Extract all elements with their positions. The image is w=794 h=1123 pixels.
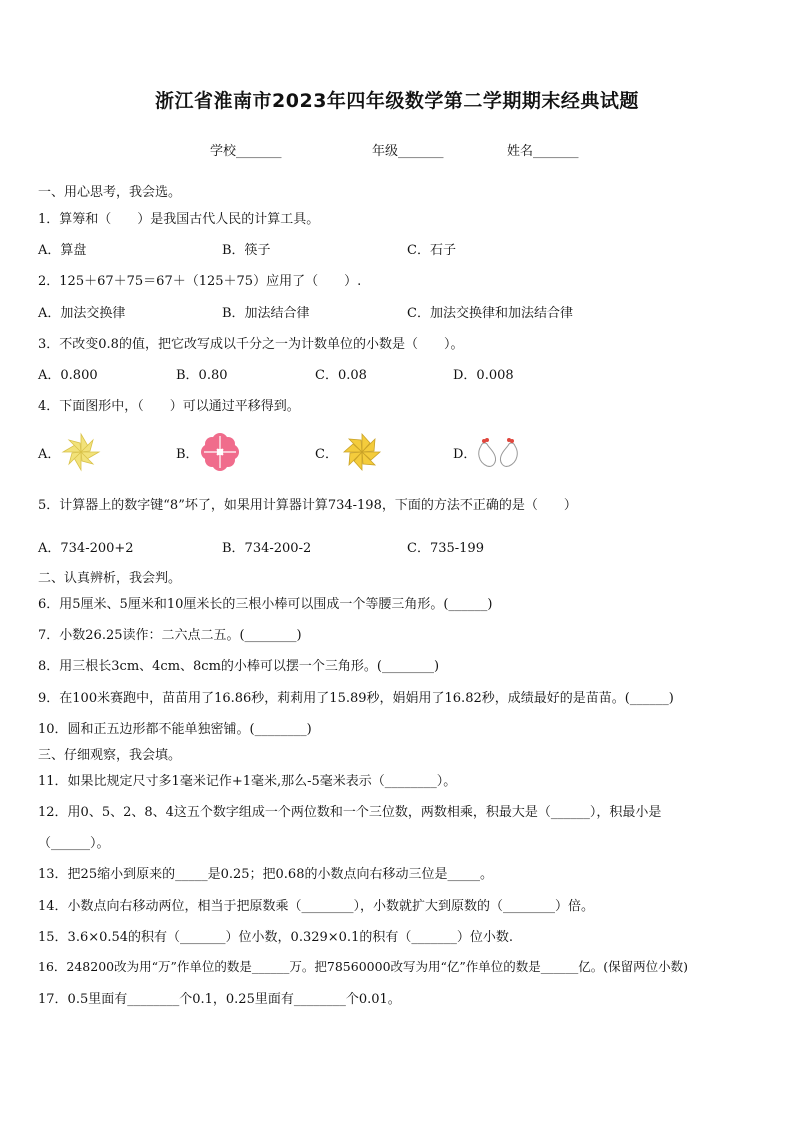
chickens-heart-icon bbox=[475, 432, 521, 472]
q4-option-b-label: B． bbox=[176, 447, 199, 462]
question-17: 17．0.5里面有________个0.1，0.25里面有________个0.01。 bbox=[38, 992, 401, 1007]
q3-option-d: D．0.008 bbox=[453, 368, 514, 383]
question-1: 1．算筹和（ ）是我国古代人民的计算工具。 bbox=[38, 212, 320, 227]
question-16: 16．248200改为用“万”作单位的数是______万。把78560000改写为用“亿”作单位的数是______亿。(保留两位小数) bbox=[38, 959, 689, 974]
question-3: 3．不改变0.8的值，把它改写成以千分之一为计数单位的小数是（ ）。 bbox=[38, 337, 464, 352]
q4-option-b bbox=[176, 432, 256, 472]
q2-option-b: B．加法结合律 bbox=[222, 306, 310, 321]
q1-option-a: A．算盘 bbox=[38, 243, 87, 258]
q4-option-c bbox=[315, 432, 395, 472]
grade-field: 年级_______ bbox=[372, 144, 444, 159]
q1-option-b: B．筷子 bbox=[222, 243, 271, 258]
q4-option-c-label: C． bbox=[315, 447, 338, 462]
school-field: 学校_______ bbox=[210, 144, 282, 159]
question-6: 6．用5厘米、5厘米和10厘米长的三根小棒可以围成一个等腰三角形。(______) bbox=[38, 597, 493, 612]
pinwheel-icon bbox=[60, 432, 102, 472]
question-9: 9．在100米赛跑中，苗苗用了16.86秒，莉莉用了15.89秒，娟娟用了16.82秒，成绩最好的是苗苗。(______) bbox=[38, 691, 674, 706]
question-2: 2．125＋67＋75＝67＋（125＋75）应用了（ ）. bbox=[38, 274, 362, 289]
question-4: 4．下面图形中，（ ）可以通过平移得到。 bbox=[38, 399, 300, 414]
q4-option-d bbox=[453, 432, 543, 472]
question-14: 14．小数点向右移动两位，相当于把原数乘（________），小数就扩大到原数的（________）倍。 bbox=[38, 899, 595, 914]
question-12: 12．用0、5、2、8、4这五个数字组成一个两位数和一个三位数，两数相乘，积最大是（______），积最小是 bbox=[38, 805, 662, 820]
question-12-continued: （______）。 bbox=[38, 836, 110, 851]
section-2-heading: 二、认真辨析，我会判。 bbox=[38, 571, 182, 586]
q2-option-a: A．加法交换律 bbox=[38, 306, 126, 321]
question-8: 8．用三根长3cm、4cm、8cm的小棒可以摆一个三角形。(________) bbox=[38, 659, 440, 674]
question-10: 10．圆和正五边形都不能单独密铺。(________) bbox=[38, 722, 312, 737]
section-3-heading: 三、仔细观察，我会填。 bbox=[38, 748, 182, 763]
question-7: 7．小数26.25读作：二六点二五。(________) bbox=[38, 628, 302, 643]
q5-option-a: A．734-200+2 bbox=[38, 541, 134, 556]
q3-option-c: C．0.08 bbox=[315, 368, 367, 383]
q5-option-c: C．735-199 bbox=[407, 541, 484, 556]
question-5: 5．计算器上的数字键“8”坏了，如果用计算器计算734-198，下面的方法不正确的是（ ） bbox=[38, 498, 577, 513]
q3-option-b: B．0.80 bbox=[176, 368, 228, 383]
q4-option-a-label: A． bbox=[38, 447, 61, 462]
q2-option-c: C．加法交换律和加法结合律 bbox=[407, 306, 573, 321]
question-11: 11．如果比规定尺寸多1毫米记作+1毫米,那么-5毫米表示（________）。 bbox=[38, 774, 457, 789]
q3-option-a: A．0.800 bbox=[38, 368, 98, 383]
q4-option-d-label: D． bbox=[453, 447, 477, 462]
pinwheel-icon bbox=[341, 432, 383, 472]
q1-option-c: C．石子 bbox=[407, 243, 456, 258]
page-title: 浙江省淮南市2023年四年级数学第二学期期末经典试题 bbox=[155, 90, 639, 112]
question-13: 13．把25缩小到原来的_____是0.25；把0.68的小数点向右移动三位是_____。 bbox=[38, 867, 493, 882]
flower-icon bbox=[198, 432, 242, 472]
q4-option-a bbox=[38, 432, 118, 472]
q5-option-b: B．734-200-2 bbox=[222, 541, 312, 556]
section-1-heading: 一、用心思考，我会选。 bbox=[38, 185, 182, 200]
question-15: 15．3.6×0.54的积有（_______）位小数，0.329×0.1的积有（_______）位小数. bbox=[38, 930, 513, 945]
name-field: 姓名_______ bbox=[507, 144, 579, 159]
